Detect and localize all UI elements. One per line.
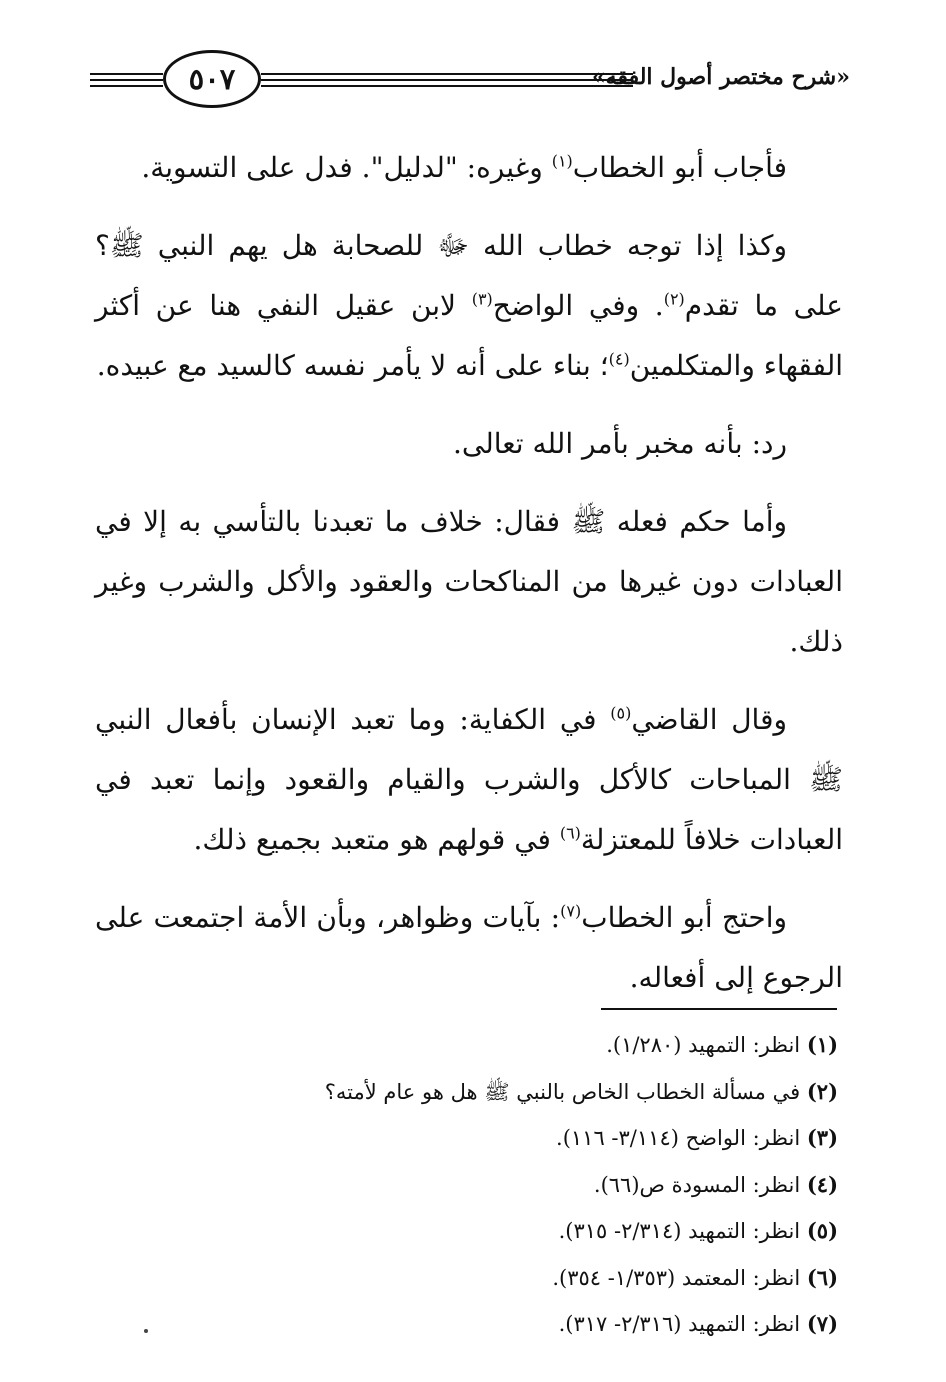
footnote-separator	[601, 1008, 837, 1010]
footnote-number: (٢)	[806, 1078, 838, 1104]
running-title: «شرح مختصر أصول الفقه»	[591, 64, 850, 90]
header-rule	[261, 79, 633, 81]
footnote-text: انظر: الواضح (٣/١١٤- ١١٦).	[556, 1126, 801, 1150]
footnote-marker: (٤)	[608, 349, 630, 369]
paragraph-text: وقال القاضي	[631, 703, 787, 736]
footnote-number: (١)	[806, 1032, 838, 1057]
page-number	[163, 50, 261, 108]
main-text	[95, 138, 843, 1026]
footnote-text: انظر: المعتمد (١/٣٥٣- ٣٥٤).	[552, 1265, 801, 1290]
paragraph-text: وكذا إذا توجه خطاب الله ﷻ للصحابة هل يهم النبي ﷺ؟ على ما تقدم	[95, 229, 843, 322]
footnote-number: (٦)	[806, 1264, 838, 1290]
footnotes	[95, 1022, 838, 1348]
footnote	[95, 1022, 838, 1069]
footnote	[95, 1301, 838, 1348]
header-rule	[261, 73, 633, 75]
paragraph	[95, 690, 843, 870]
page-header	[90, 40, 850, 120]
footnote-text: انظر: التمهيد (٢/٣١٤- ٣١٥).	[558, 1219, 801, 1243]
footnote	[95, 1069, 838, 1116]
header-rule	[90, 79, 163, 81]
footnote-text: انظر: المسودة ص(٦٦).	[593, 1172, 801, 1197]
footnote-text: انظر: التمهيد (١/٢٨٠).	[606, 1033, 801, 1057]
footnote-text: في مسألة الخطاب الخاص بالنبي ﷺ هل هو عام لأمته؟	[324, 1079, 801, 1104]
paragraph-text: رد: بأنه مخبر بأمر الله تعالى.	[453, 427, 787, 460]
paragraph-text: : بآيات وظواهر، وبأن الأمة اجتمعت على الرجوع إلى أفعاله.	[95, 901, 843, 994]
header-rule	[90, 73, 163, 75]
paragraph	[95, 138, 843, 198]
paragraph-text: واحتج أبو الخطاب	[581, 901, 787, 934]
footnote-marker: (٥)	[610, 703, 632, 723]
footnote-marker: (١)	[551, 151, 573, 171]
footnote-number: (٥)	[806, 1218, 838, 1243]
paragraph-text: ؛ بناء على أنه لا يأمر نفسه كالسيد مع عبيده.	[96, 349, 609, 382]
footnote-marker: (٣)	[471, 289, 493, 309]
footnote	[95, 1255, 838, 1302]
footnote	[95, 1208, 838, 1255]
paragraph	[95, 414, 843, 474]
paragraph-text: وغيره: "لدليل". فدل على التسوية.	[141, 151, 552, 184]
header-rule	[90, 85, 163, 87]
footnote-number: (٤)	[806, 1171, 838, 1197]
footnote-text: انظر: التمهيد (٢/٣١٦- ٣١٧).	[558, 1312, 801, 1336]
footnote-marker: (٧)	[560, 901, 582, 921]
paragraph-text: لابن عقيل النفي هنا عن أكثر الفقهاء والمتكلمين	[95, 289, 843, 382]
footnote-marker: (٦)	[559, 823, 581, 843]
page-number-text: ٥٠٧	[188, 62, 236, 96]
footnote	[95, 1115, 838, 1162]
paragraph	[95, 492, 843, 672]
paragraph	[95, 216, 843, 396]
footnote-marker: (٢)	[663, 289, 685, 309]
paragraph-text: فأجاب أبو الخطاب	[572, 151, 787, 184]
paragraph-text: . وفي الواضح	[492, 289, 664, 322]
header-rule	[261, 85, 633, 87]
footnote-number: (٣)	[806, 1125, 838, 1150]
footnote-number: (٧)	[806, 1311, 838, 1336]
paragraph	[95, 888, 843, 1008]
paragraph-text: في الكفاية: وما تعبد الإنسان بأفعال النبي ﷺ المباحات كالأكل والشرب والقيام والقعود وإنما تعبد في العبادات خلافاً للمعتزلة	[95, 703, 843, 856]
print-speck	[144, 1329, 148, 1333]
paragraph-text: وأما حكم فعله ﷺ فقال: خلاف ما تعبدنا بالتأسي به إلا في العبادات دون غيرها من المناكحات والعقود والأكل والشرب وغير ذلك.	[95, 505, 843, 658]
footnote	[95, 1162, 838, 1209]
paragraph-text: في قولهم هو متعبد بجميع ذلك.	[193, 823, 560, 856]
